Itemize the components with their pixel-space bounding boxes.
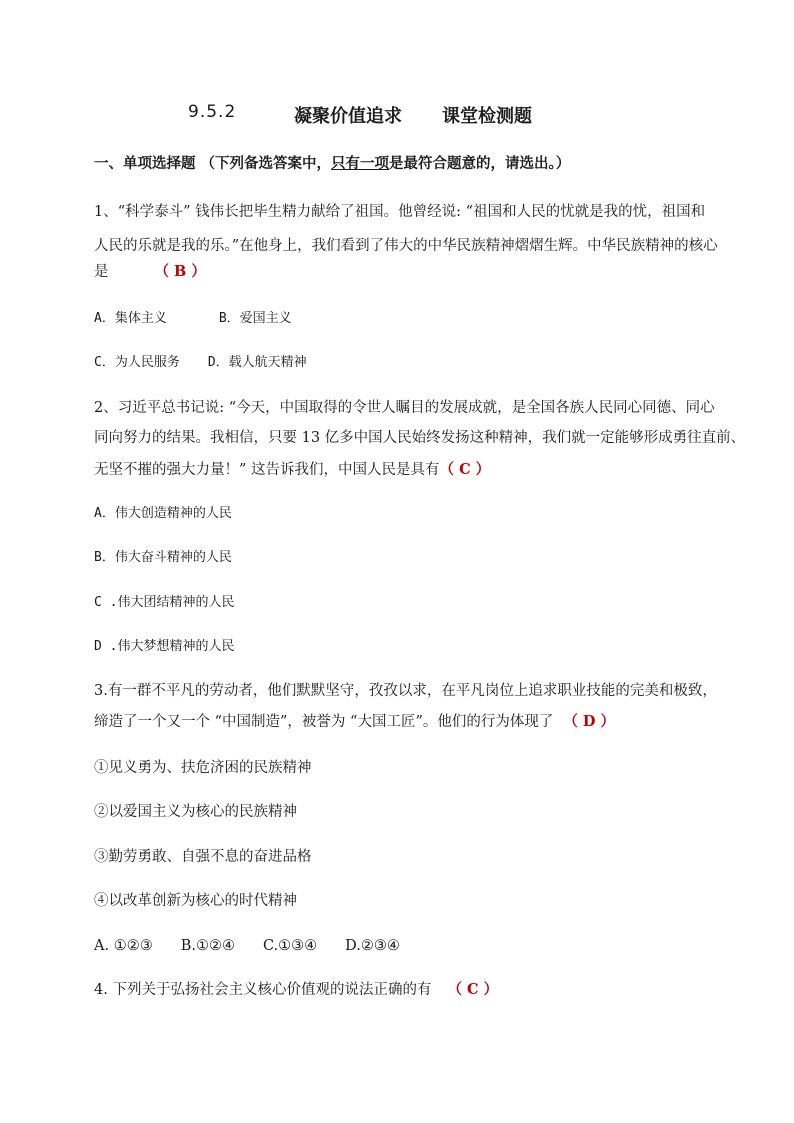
q2-line-2: 同向努力的结果。我相信，只要 13 亿多中国人民始终发扬这种精神，我们就一定能够形成勇往直前、 bbox=[94, 430, 746, 446]
q3-statement-2: ②以爱国主义为核心的民族精神 bbox=[94, 804, 297, 820]
q3-statement-1: ①见义勇为、扶危济困的民族精神 bbox=[94, 760, 312, 776]
q1-option-a: A．集体主义 bbox=[94, 311, 167, 326]
page-title bbox=[0, 102, 794, 130]
lesson-title: 凝聚价值追求 bbox=[294, 106, 402, 127]
q1-line-2: 人民的乐就是我的乐。”在他身上，我们看到了伟大的中华民族精神熠熠生辉。中华民族精神的核心 bbox=[94, 238, 718, 254]
q2-answer: （ C ） bbox=[439, 461, 491, 478]
q1-options-row-2 bbox=[94, 352, 307, 373]
q1-line-1: 1、“科学泰斗” 钱伟长把毕生精力献给了祖国。他曾经说: “祖国和人民的忧就是我的忧，祖国和 bbox=[94, 204, 706, 220]
q3-line-2: 缔造了一个又一个 “中国制造”，被誉为 “大国工匠”。他们的行为体现了 （ D ） bbox=[94, 713, 616, 730]
q3-statement-3: ③勤劳勇敢、自强不息的奋进品格 bbox=[94, 849, 312, 865]
q1-option-c: C．为人民服务 bbox=[94, 355, 180, 370]
q4-answer: （ C ） bbox=[447, 981, 499, 998]
q2-line-1: 2、习近平总书记说: “今天，中国取得的令世人瞩目的发展成就，是全国各族人民同心同德、同心 bbox=[94, 400, 715, 416]
q1-line-3: 是 （ B ） bbox=[94, 263, 206, 280]
q3-answer: （ D ） bbox=[563, 713, 616, 730]
q3-option-c: C.①③④ bbox=[262, 938, 318, 954]
q2-option-a: A．伟大创造精神的人民 bbox=[94, 506, 232, 521]
q1-options-row-1 bbox=[94, 308, 292, 329]
q1-option-d: D．载人航天精神 bbox=[207, 355, 307, 370]
q1-option-b: B．爱国主义 bbox=[218, 311, 292, 326]
q3-option-d: D.②③④ bbox=[345, 938, 400, 954]
q3-line-1: 3.有一群不平凡的劳动者，他们默默坚守，孜孜以求，在平凡岗位上追求职业技能的完美和极致， bbox=[94, 683, 717, 699]
q2-option-d: D .伟大梦想精神的人民 bbox=[94, 639, 235, 654]
section-heading: 一、单项选择题 （下列备选答案中，只有一项是最符合题意的，请选出。） bbox=[94, 155, 571, 172]
q3-options-row bbox=[94, 936, 400, 956]
q2-option-b: B．伟大奋斗精神的人民 bbox=[94, 550, 232, 565]
q3-statement-4: ④以改革创新为核心的时代精神 bbox=[94, 893, 297, 909]
section-heading-underlined: 只有一项 bbox=[331, 155, 390, 172]
q2-option-c: C .伟大团结精神的人民 bbox=[94, 595, 235, 610]
q2-line-3: 无坚不摧的强大力量！” 这告诉我们，中国人民是具有（ C ） bbox=[94, 461, 491, 478]
q1-answer: （ B ） bbox=[154, 263, 206, 280]
lesson-subtitle: 课堂检测题 bbox=[442, 106, 532, 127]
q3-option-b: B.①②④ bbox=[180, 938, 235, 954]
q4-line-1: 4. 下列关于弘扬社会主义核心价值观的说法正确的有 （ C ） bbox=[94, 981, 499, 998]
lesson-number: 9.5.2 bbox=[188, 102, 237, 122]
q3-option-a: A. ①②③ bbox=[94, 938, 153, 954]
